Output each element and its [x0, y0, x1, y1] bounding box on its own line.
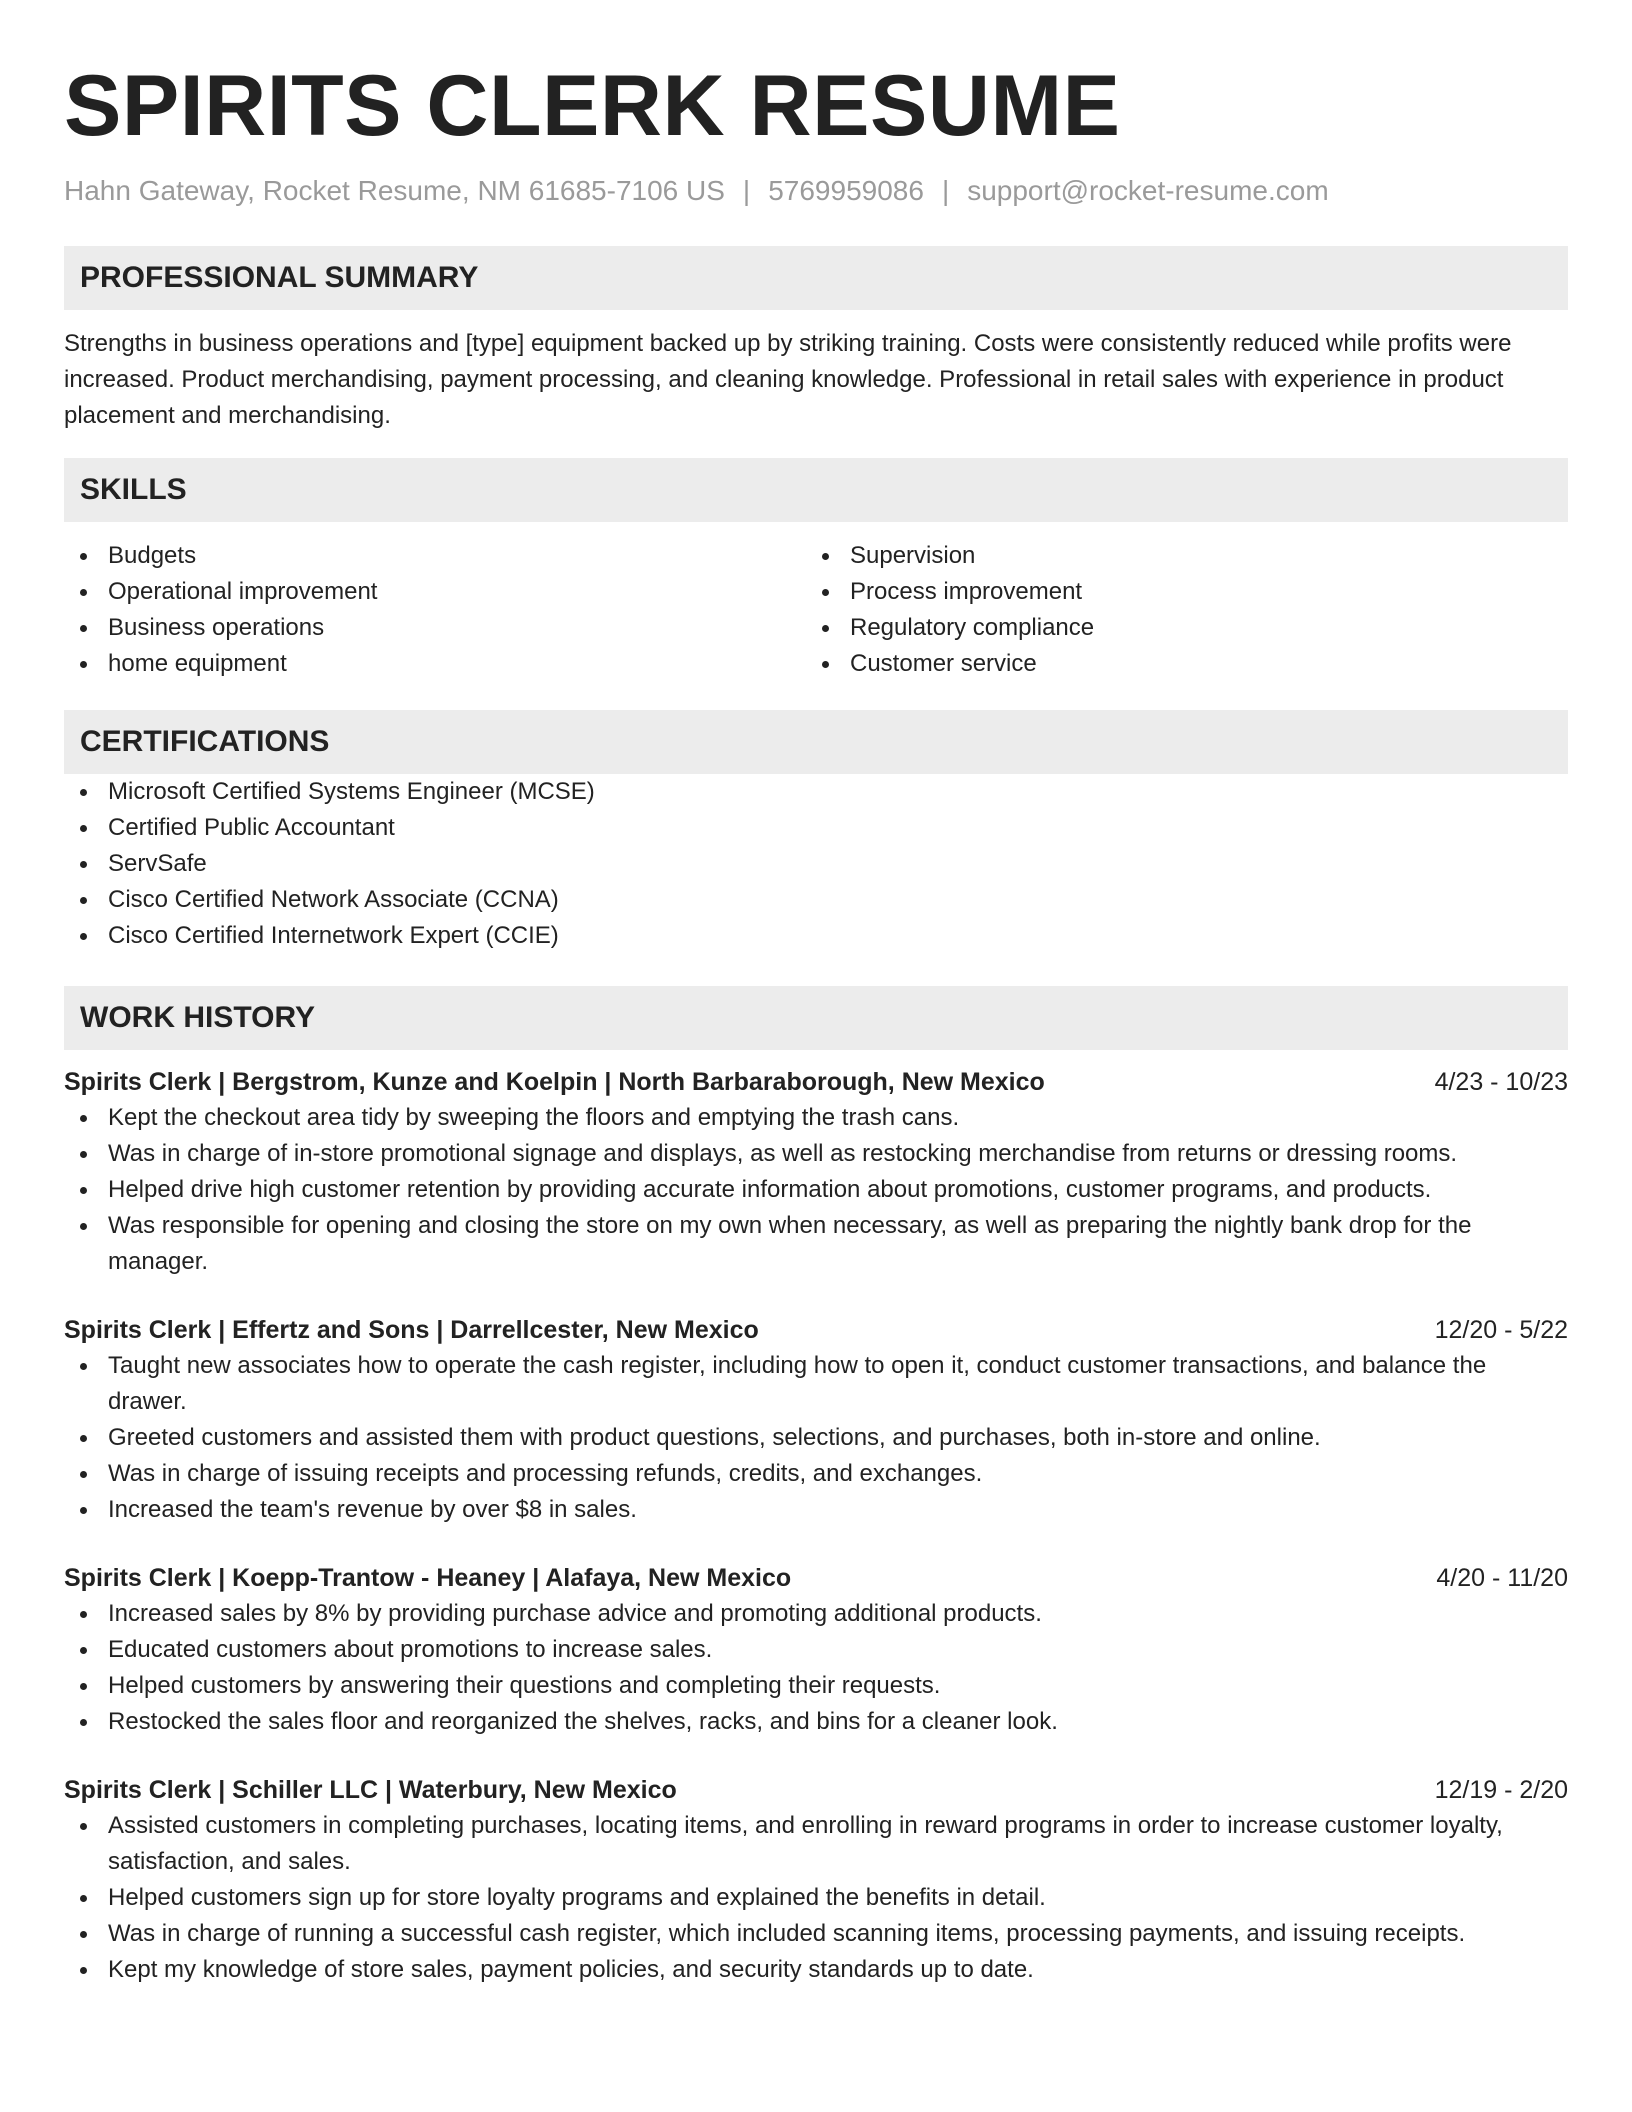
- job-title: Spirits Clerk | Schiller LLC | Waterbury, New Mexico: [64, 1776, 677, 1804]
- skills-grid: [64, 538, 1568, 682]
- contact-separator: |: [941, 175, 950, 206]
- contact-phone: 5769959086: [768, 175, 924, 206]
- skill-item: Operational improvement: [64, 574, 806, 610]
- job-bullet: Restocked the sales floor and reorganized the shelves, racks, and bins for a cleaner look.: [64, 1704, 1568, 1740]
- job-bullets: [64, 1100, 1568, 1280]
- job-header: [64, 1772, 1568, 1808]
- certifications-section: [64, 710, 1568, 954]
- job-bullet: Assisted customers in completing purchases, locating items, and enrolling in reward programs in order to increase customer loyalty, satisfaction, and sales.: [64, 1808, 1568, 1880]
- resume-page: [64, 0, 1568, 1988]
- skill-item: Supervision: [806, 538, 1548, 574]
- contact-address: Hahn Gateway, Rocket Resume, NM 61685-7106 US: [64, 175, 725, 206]
- job-dates: 4/20 - 11/20: [1436, 1564, 1568, 1592]
- contact-line: [64, 174, 1568, 208]
- job-title: Spirits Clerk | Bergstrom, Kunze and Koelpin | North Barbaraborough, New Mexico: [64, 1068, 1045, 1096]
- job-title: Spirits Clerk | Effertz and Sons | Darrellcester, New Mexico: [64, 1316, 759, 1344]
- job-entry: [64, 1312, 1568, 1528]
- job-entry: [64, 1772, 1568, 1988]
- job-bullets: [64, 1348, 1568, 1528]
- job-dates: 12/19 - 2/20: [1434, 1776, 1568, 1804]
- job-bullet: Was in charge of running a successful cash register, which included scanning items, processing payments, and issuing receipts.: [64, 1916, 1568, 1952]
- skill-item: Customer service: [806, 646, 1548, 682]
- resume-title: SPIRITS CLERK RESUME: [64, 58, 1121, 154]
- job-bullet: Helped customers sign up for store loyalty programs and explained the benefits in detail.: [64, 1880, 1568, 1916]
- job-dates: 4/23 - 10/23: [1434, 1068, 1568, 1096]
- certification-item: ServSafe: [64, 846, 1568, 882]
- job-bullet: Was in charge of issuing receipts and processing refunds, credits, and exchanges.: [64, 1456, 1568, 1492]
- skills-list-right: [806, 538, 1548, 682]
- skill-item: Regulatory compliance: [806, 610, 1548, 646]
- job-bullet: Taught new associates how to operate the cash register, including how to open it, conduct customer transactions, and balance the drawer.: [64, 1348, 1568, 1420]
- work-history-heading: WORK HISTORY: [64, 986, 1568, 1050]
- skill-item: home equipment: [64, 646, 806, 682]
- certification-item: Cisco Certified Internetwork Expert (CCIE): [64, 918, 1568, 954]
- summary-heading: PROFESSIONAL SUMMARY: [64, 246, 1568, 310]
- summary-text: Strengths in business operations and [type] equipment backed up by striking training. Costs were consistently reduced while profits were increased. Product merchandising, payment processing, and cleaning knowledge. Professional in retail sales with experience in product placement and merchandising.: [64, 330, 1512, 429]
- certifications-list: [64, 774, 1568, 954]
- certification-item: Certified Public Accountant: [64, 810, 1568, 846]
- contact-email: support@rocket-resume.com: [967, 175, 1329, 206]
- skills-list-left: [64, 538, 806, 682]
- job-entry: [64, 1064, 1568, 1280]
- job-entry: [64, 1560, 1568, 1740]
- job-bullet: Educated customers about promotions to increase sales.: [64, 1632, 1568, 1668]
- job-bullet: Kept my knowledge of store sales, payment policies, and security standards up to date.: [64, 1952, 1568, 1988]
- job-bullet: Helped drive high customer retention by providing accurate information about promotions, customer programs, and products.: [64, 1172, 1568, 1208]
- job-bullets: [64, 1596, 1568, 1740]
- job-bullet: Greeted customers and assisted them with product questions, selections, and purchases, both in-store and online.: [64, 1420, 1568, 1456]
- job-title: Spirits Clerk | Koepp-Trantow - Heaney | Alafaya, New Mexico: [64, 1564, 792, 1592]
- job-header: [64, 1064, 1568, 1100]
- skill-item: Process improvement: [806, 574, 1548, 610]
- job-bullet: Kept the checkout area tidy by sweeping the floors and emptying the trash cans.: [64, 1100, 1568, 1136]
- job-dates: 12/20 - 5/22: [1434, 1316, 1568, 1344]
- summary-section: [64, 246, 1568, 434]
- skills-heading: SKILLS: [64, 458, 1568, 522]
- work-history-section: [64, 986, 1568, 1988]
- job-bullet: Increased sales by 8% by providing purchase advice and promoting additional products.: [64, 1596, 1568, 1632]
- job-bullet: Helped customers by answering their questions and completing their requests.: [64, 1668, 1568, 1704]
- job-header: [64, 1560, 1568, 1596]
- certifications-heading: CERTIFICATIONS: [64, 710, 1568, 774]
- skills-section: [64, 458, 1568, 682]
- contact-separator: |: [742, 175, 751, 206]
- job-bullet: Increased the team's revenue by over $8 in sales.: [64, 1492, 1568, 1528]
- job-header: [64, 1312, 1568, 1348]
- skill-item: Budgets: [64, 538, 806, 574]
- certification-item: Microsoft Certified Systems Engineer (MCSE): [64, 774, 1568, 810]
- job-bullet: Was in charge of in-store promotional signage and displays, as well as restocking merchandise from returns or dressing rooms.: [64, 1136, 1568, 1172]
- job-bullet: Was responsible for opening and closing the store on my own when necessary, as well as preparing the nightly bank drop for the manager.: [64, 1208, 1568, 1280]
- skill-item: Business operations: [64, 610, 806, 646]
- certification-item: Cisco Certified Network Associate (CCNA): [64, 882, 1568, 918]
- job-bullets: [64, 1808, 1568, 1988]
